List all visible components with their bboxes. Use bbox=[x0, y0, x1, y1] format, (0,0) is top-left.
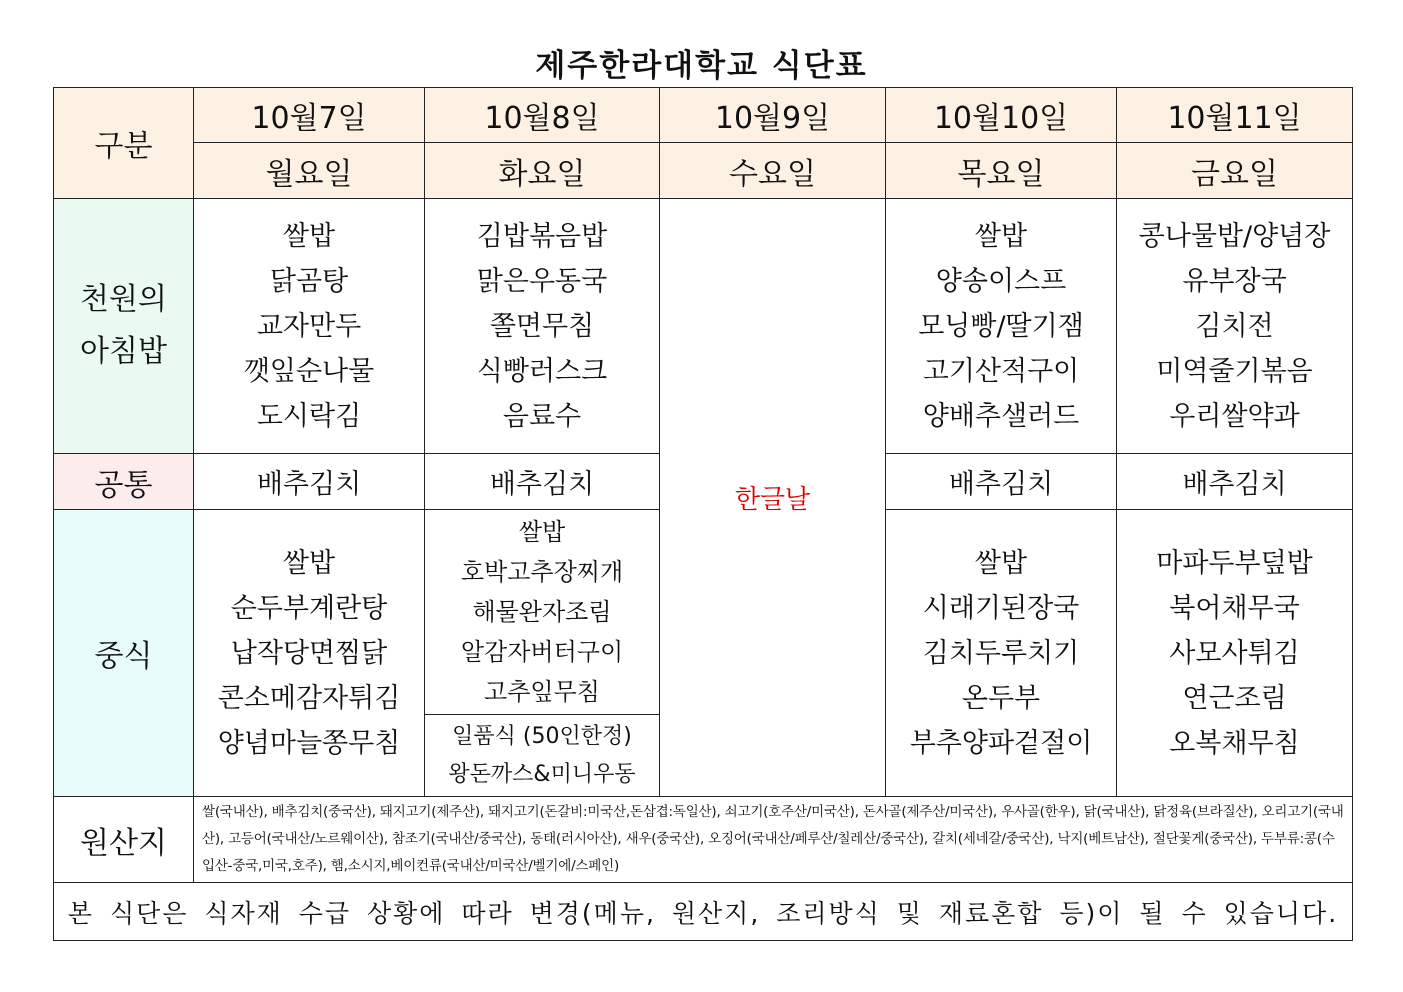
breakfast-label-line1: 천원의 bbox=[80, 282, 167, 317]
menu-item: 사모사튀김 bbox=[1169, 637, 1300, 669]
menu-item: 양념마늘쫑무침 bbox=[217, 727, 401, 759]
weekday-fri: 금요일 bbox=[1117, 143, 1353, 199]
weekday-tue: 화요일 bbox=[425, 143, 660, 199]
menu-item: 쌀밥 bbox=[974, 220, 1028, 252]
menu-item: 우리쌀약과 bbox=[1169, 400, 1300, 432]
menu-item: 온두부 bbox=[961, 682, 1041, 714]
menu-item: 해물완자조림 bbox=[472, 598, 612, 626]
menu-item: 맑은우동국 bbox=[476, 265, 608, 297]
menu-item: 양배추샐러드 bbox=[922, 400, 1080, 432]
special-menu bbox=[425, 715, 659, 796]
menu-item: 고기산적구이 bbox=[922, 355, 1080, 387]
date-mon: 10월7일 bbox=[194, 88, 425, 143]
common-mon: 배추김치 bbox=[194, 454, 425, 510]
holiday-label: 한글날 bbox=[734, 485, 811, 515]
menu-item: 마파두부덮밥 bbox=[1156, 547, 1313, 579]
menu-item: 순두부계란탕 bbox=[230, 592, 388, 624]
menu-item: 오복채무침 bbox=[1169, 727, 1300, 759]
menu-item: 도시락김 bbox=[256, 400, 362, 432]
menu-item: 부추양파겉절이 bbox=[909, 727, 1093, 759]
meal-table bbox=[53, 87, 1353, 941]
menu-item: 식빵러스크 bbox=[476, 355, 608, 387]
notice-text: 본 식단은 식자재 수급 상황에 따라 변경(메뉴, 원산지, 조리방식 및 재료혼합 등)이 될 수 있습니다. bbox=[54, 883, 1353, 941]
common-label: 공통 bbox=[54, 454, 194, 510]
special-menu-item: 왕돈까스&미니우동 bbox=[448, 761, 636, 787]
common-thu: 배추김치 bbox=[886, 454, 1117, 510]
menu-item: 김치두루치기 bbox=[922, 637, 1080, 669]
lunch-label: 중식 bbox=[54, 510, 194, 797]
menu-item: 쫄면무침 bbox=[489, 310, 595, 342]
common-tue: 배추김치 bbox=[425, 454, 660, 510]
date-thu: 10월10일 bbox=[886, 88, 1117, 143]
menu-item: 호박고추장찌개 bbox=[460, 558, 624, 586]
common-fri: 배추김치 bbox=[1117, 454, 1353, 510]
menu-item: 교자만두 bbox=[256, 310, 362, 342]
menu-item: 콘소메감자튀김 bbox=[217, 682, 401, 714]
origin-cell bbox=[194, 797, 1353, 883]
holiday-cell bbox=[660, 199, 886, 797]
breakfast-label-line2: 아침밥 bbox=[80, 334, 167, 369]
menu-item: 쌀밥 bbox=[974, 547, 1028, 579]
page-title: 제주한라대학교 식단표 bbox=[535, 48, 868, 84]
breakfast-label bbox=[54, 199, 194, 454]
origin-label: 원산지 bbox=[54, 797, 194, 883]
weekday-mon: 월요일 bbox=[194, 143, 425, 199]
date-wed: 10월9일 bbox=[660, 88, 886, 143]
lunch-fri bbox=[1117, 510, 1353, 797]
breakfast-tue bbox=[425, 199, 660, 454]
menu-item: 연근조림 bbox=[1182, 682, 1287, 714]
date-fri: 10월11일 bbox=[1117, 88, 1353, 143]
menu-item: 미역줄기볶음 bbox=[1156, 355, 1313, 387]
menu-item: 깻잎순나물 bbox=[243, 355, 375, 387]
menu-item: 모닝빵/딸기잼 bbox=[918, 310, 1084, 342]
menu-item: 쌀밥 bbox=[282, 547, 336, 579]
menu-item: 북어채무국 bbox=[1169, 592, 1300, 624]
menu-item: 쌀밥 bbox=[282, 220, 336, 252]
lunch-thu bbox=[886, 510, 1117, 797]
menu-item: 유부장국 bbox=[1182, 265, 1287, 297]
menu-item: 알감자버터구이 bbox=[460, 638, 624, 666]
weekday-wed: 수요일 bbox=[660, 143, 886, 199]
weekday-thu: 목요일 bbox=[886, 143, 1117, 199]
lunch-mon bbox=[194, 510, 425, 797]
menu-item: 음료수 bbox=[502, 400, 582, 432]
date-tue: 10월8일 bbox=[425, 88, 660, 143]
special-menu-title: 일품식 (50인한정) bbox=[452, 723, 632, 749]
menu-item: 쌀밥 bbox=[518, 518, 566, 546]
menu-item: 닭곰탕 bbox=[269, 265, 349, 297]
menu-item: 콩나물밥/양념장 bbox=[1138, 220, 1331, 252]
menu-item: 김치전 bbox=[1195, 310, 1274, 342]
menu-item: 납작당면찜닭 bbox=[230, 637, 388, 669]
lunch-tue bbox=[425, 510, 660, 797]
menu-item: 양송이스프 bbox=[935, 265, 1067, 297]
menu-item: 시래기된장국 bbox=[922, 592, 1080, 624]
menu-item: 고추잎무침 bbox=[484, 678, 600, 706]
breakfast-mon bbox=[194, 199, 425, 454]
breakfast-fri bbox=[1117, 199, 1353, 454]
origin-text: 쌀(국내산), 배추김치(중국산), 돼지고기(제주산), 돼지고기(돈갈비:미국산,돈삼겹:독일산), 쇠고기(호주산/미국산), 돈사골(제주산/미국산), 우사골(한우), 닭(국내산), 닭정육(브라질산), 오리고기(국내산), 고등어(국내산/노르웨이산), 참조기(국내산/중국산), 동태(러시아산), 새우(중국산), 오징어(국내산/페루산/칠레산/중국산), 갈치(세네갈/중국산), 낙지(베트남산), 절단꽃게(중국산), 두부류:콩(수입산-중국,미국,호주), 햄,소시지,베이컨류(국내산/미국산/벨기에/스페인) bbox=[202, 804, 1344, 874]
breakfast-thu bbox=[886, 199, 1117, 454]
category-header: 구분 bbox=[54, 88, 194, 199]
menu-item: 김밥볶음밥 bbox=[476, 220, 608, 252]
